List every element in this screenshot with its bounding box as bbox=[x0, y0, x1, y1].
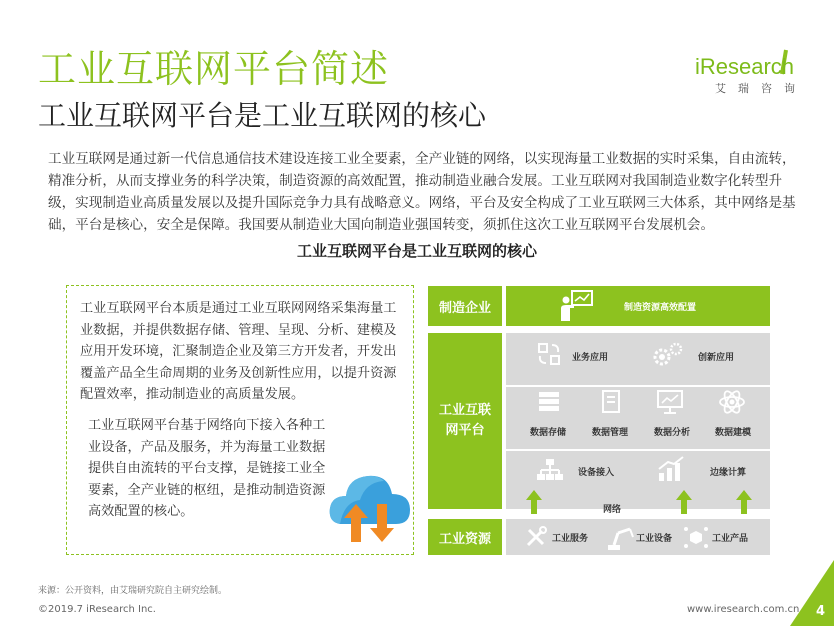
logo-text: iResearch bbox=[695, 54, 795, 79]
up-arrow-icon bbox=[736, 490, 752, 514]
network-arrows bbox=[506, 484, 770, 518]
platform-item-app: 业务应用 bbox=[572, 353, 609, 363]
page-subtitle: 工业互联网平台是工业互联网的核心 bbox=[38, 99, 487, 132]
page-title: 工业互联网平台简述 bbox=[38, 47, 390, 91]
divider bbox=[506, 449, 770, 451]
atom-icon bbox=[718, 388, 746, 416]
presentation-icon bbox=[558, 288, 594, 324]
layer-panel-platform bbox=[506, 333, 770, 509]
growth-chart-icon bbox=[656, 455, 686, 483]
platform-item-innovate: 创新应用 bbox=[698, 353, 735, 363]
layer-label-enterprise: 制造企业 bbox=[428, 286, 502, 326]
cloud-sync-icon bbox=[326, 464, 414, 546]
copyright: ©2019.7 iResearch Inc. bbox=[38, 604, 156, 615]
layer-panel-resources bbox=[506, 519, 770, 555]
platform-item-model: 数据建模 bbox=[715, 428, 752, 438]
gears-icon bbox=[650, 341, 684, 369]
enterprise-item-label: 制造资源高效配置 bbox=[624, 303, 697, 313]
platform-label-text: 工业互联网平台 bbox=[438, 403, 491, 438]
database-icon bbox=[536, 389, 562, 415]
resource-item-equipment: 工业设备 bbox=[636, 534, 673, 544]
layer-label-platform bbox=[428, 333, 502, 509]
monitor-chart-icon bbox=[656, 389, 684, 415]
document-icon bbox=[599, 389, 623, 415]
corner-decoration bbox=[790, 560, 834, 626]
layer-label-resources: 工业资源 bbox=[428, 519, 502, 555]
platform-item-storage: 数据存储 bbox=[530, 428, 567, 438]
up-arrow-icon bbox=[526, 490, 542, 514]
resource-item-service: 工业服务 bbox=[552, 534, 589, 544]
cube-network-icon bbox=[682, 523, 710, 551]
tools-icon bbox=[524, 525, 548, 549]
page-number: 4 bbox=[816, 604, 826, 619]
network-label: 网络 bbox=[603, 505, 622, 515]
description-paragraph-2: 工业互联网平台基于网络向下接入各种工业设备，产品及服务，并为海量工业数据提供自由流转的平台支撑，是链接工业全要素，全产业链的枢纽，是推动制造资源高效配置的核心。 bbox=[88, 418, 326, 519]
platform-item-device-access: 设备接入 bbox=[578, 468, 615, 478]
network-tree-icon bbox=[536, 457, 564, 483]
layer-panel-enterprise bbox=[506, 286, 770, 326]
diagram-title: 工业互联网平台是工业互联网的核心 bbox=[296, 242, 537, 260]
website-link[interactable]: www.iresearch.com.cn bbox=[687, 604, 800, 615]
platform-item-manage: 数据管理 bbox=[592, 428, 629, 438]
app-switch-icon bbox=[536, 341, 562, 367]
up-arrow-icon bbox=[676, 490, 692, 514]
intro-paragraph: 工业互联网是通过新一代信息通信技术建设连接工业全要素，全产业链的网络，以实现海量工业数据的实时采集，自由流转，精准分析，从而支撑业务的科学决策，制造资源的高效配置，推动制造业融合发展。工业互联网对我国制造业数字化转型升级，实现制造业高质量发展以及提升国际竞争力具有战略意义。网络，平台及安全构成了工业互联网三大体系，其中网络是基础，平台是核心，安全是保障。我国要从制造业大国向制造业强国转变，须抓住这次工业互联网平台发展机会。 bbox=[48, 151, 796, 233]
divider bbox=[506, 385, 770, 387]
robot-arm-icon bbox=[606, 523, 636, 551]
platform-item-analyze: 数据分析 bbox=[654, 428, 691, 438]
resource-item-product: 工业产品 bbox=[712, 534, 749, 544]
logo-subtext: 艾瑞咨询 bbox=[715, 82, 807, 95]
platform-item-edge: 边缘计算 bbox=[710, 468, 747, 478]
source-note: 来源：公开资料，由艾瑞研究院自主研究绘制。 bbox=[38, 586, 228, 596]
description-paragraph-1: 工业互联网平台本质是通过工业互联网网络采集海量工业数据，并提供数据存储、管理、呈现、分析、建模及应用开发环境，汇聚制造企业及第三方开发者，开发出覆盖产品全生命周期的业务及创新性应用，以提升资源配置效率，推动制造业的高质量发展。 bbox=[80, 301, 397, 402]
